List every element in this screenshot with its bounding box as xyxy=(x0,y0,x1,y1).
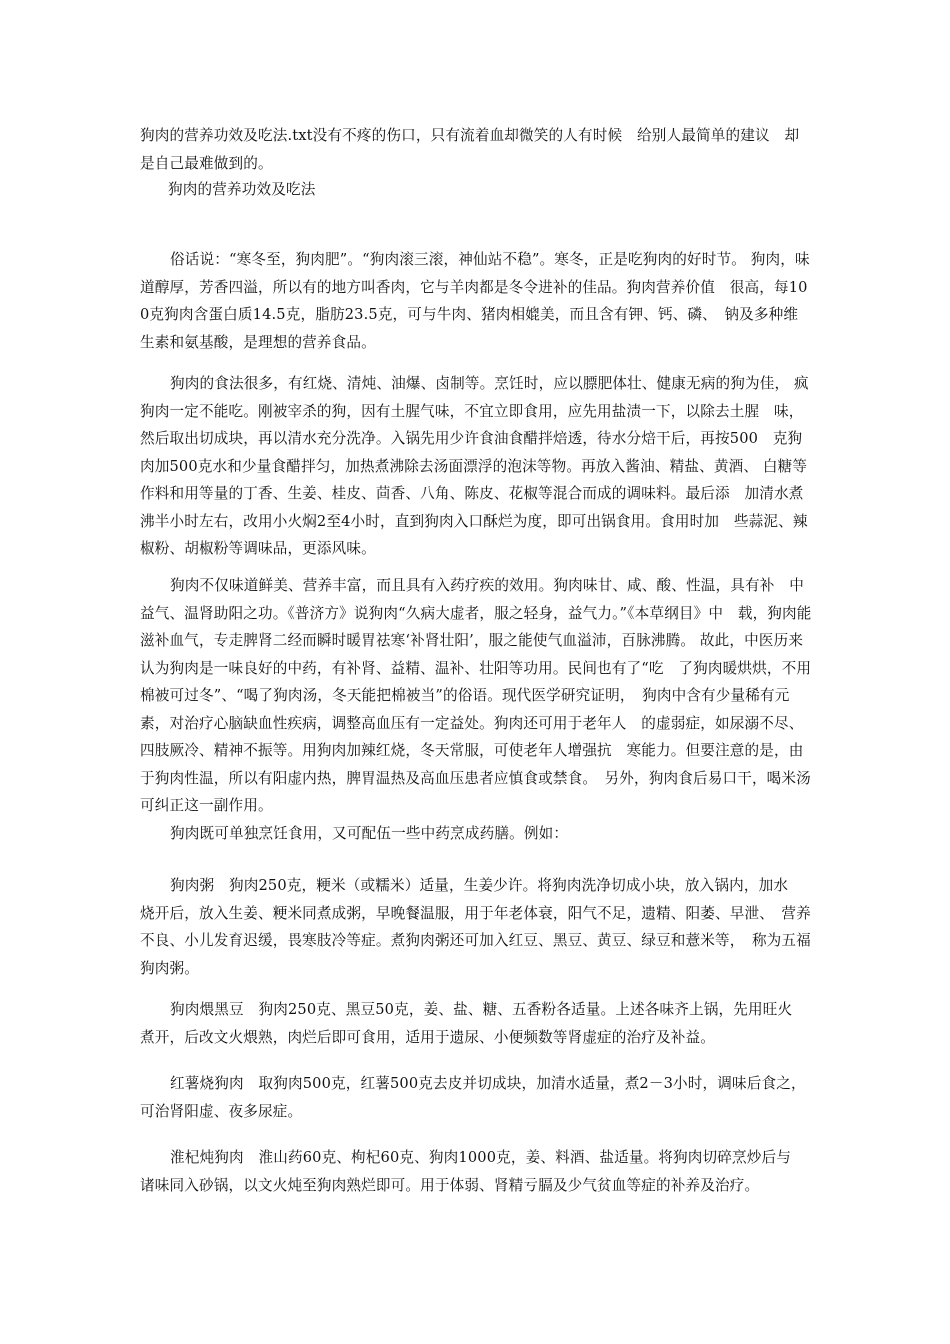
paragraph-recipe-dog-meat-porridge: 狗肉粥 狗肉250克，粳米（或糯米）适量，生姜少许。将狗肉洗净切成小块，放入锅内，加水 烧开后，放入生姜、粳米同煮成粥，早晚餐温服，用于年老体衰，阳气不足，遗精、阳萎、早泄、 营养不良、小儿发育迟缓，畏寒肢冷等症。煮狗肉粥还可加入红豆、黑豆、黄豆、绿豆和薏米等， 称为五福狗肉粥。 xyxy=(140,877,811,977)
paragraph-cooking-methods: 狗肉的食法很多，有红烧、清炖、油爆、卤制等。烹饪时，应以膘肥体壮、健康无病的狗为佳， 疯狗肉一定不能吃。刚被宰杀的狗，因有土腥气味，不宜立即食用，应先用盐渍一下，以除去土腥 味，然后取出切成块，再以清水充分洗净。入锅先用少许食油食醋拌焙透，待水分焙干后，再按500 克狗肉加500克水和少量食醋拌匀，加热煮沸除去汤面漂浮的泡沫等物。再放入酱油、精盐、黄酒、 白糖等作料和用等量的丁香、生姜、桂皮、茴香、八角、陈皮、花椒等混合而成的调味料。最后添 加清水煮沸半小时左右，改用小火焖2至4小时，直到狗肉入口酥烂为度，即可出锅食用。食用时加 些蒜泥、辣椒粉、胡椒粉等调味品，更添风味。 xyxy=(140,375,809,557)
document-header: 狗肉的营养功效及吃法.txt没有不疼的伤口，只有流着血却微笑的人有时候 给别人最简单的建议 却是自己最难做到的。 xyxy=(140,127,800,172)
paragraph-recipe-yam-goji: 淮杞炖狗肉 淮山药60克、枸杞60克、狗肉1000克，姜、料酒、盐适量。将狗肉切碎烹炒后与 诸味同入砂锅，以文火炖至狗肉熟烂即可。用于体弱、肾精亏膈及少气贫血等症的补养及治疗。 xyxy=(140,1149,806,1194)
document-subtitle: 狗肉的营养功效及吃法 xyxy=(168,181,316,198)
paragraph-recipe-black-beans: 狗肉煨黑豆 狗肉250克、黑豆50克，姜、盐、糖、五香粉各适量。上述各味齐上锅，先用旺火 煮开，后改文火煨熟，肉烂后即可食用，适用于遗尿、小便频数等肾虚症的治疗及补益。 xyxy=(140,1001,807,1046)
paragraph-recipe-sweet-potato: 红薯烧狗肉 取狗肉500克，红薯500克去皮并切成块，加清水适量，煮2－3小时，调味后食之， 可治肾阳虚、夜多尿症。 xyxy=(140,1075,814,1120)
paragraph-recipes-intro: 狗肉既可单独烹饪食用，又可配伍一些中药烹成药膳。例如： xyxy=(170,825,569,842)
paragraph-medicinal-effects: 狗肉不仅味道鲜美、营养丰富，而且具有入药疗疾的效用。狗肉味甘、咸、酸、性温，具有补 中益气、温肾助阳之功。《普济方》说狗肉“久病大虚者，服之轻身，益气力。”《本草纲目》中 载，狗肉能滋补血气，专走脾肾二经而瞬时暖胃祛寒‘补肾壮阳’，服之能使气血溢沛，百脉沸腾。 故此，中医历来认为狗肉是一味良好的中药，有补肾、益精、温补、壮阳等功用。民间也有了“吃 了狗肉暖烘烘，不用棉被可过冬”、“喝了狗肉汤，冬天能把棉被当”的俗语。现代医学研究证明， 狗肉中含有少量稀有元素，对治疗心脑缺血性疾病，调整高血压有一定益处。狗肉还可用于老年人 的虚弱症，如尿溺不尽、四肢厥冷、精神不振等。用狗肉加辣红烧，冬天常服，可使老年人增强抗 寒能力。但要注意的是，由于狗肉性温，所以有阳虚内热，脾胃温热及高血压患者应慎食或禁食。 另外，狗肉食后易口干，喝米汤可纠正这一副作用。 xyxy=(140,577,812,814)
paragraph-intro: 俗话说：“寒冬至，狗肉肥”。“狗肉滚三滚，神仙站不稳”。寒冬，正是吃狗肉的好时节。 狗肉，味道醇厚，芳香四溢，所以有的地方叫香肉，它与羊肉都是冬令进补的佳品。狗肉营养价值 很高，每100克狗肉含蛋白质14.5克，脂肪23.5克，可与牛肉、猪肉相媲美，而且含有钾、钙、磷、 钠及多种维生素和氨基酸，是理想的营养食品。 xyxy=(140,251,810,351)
